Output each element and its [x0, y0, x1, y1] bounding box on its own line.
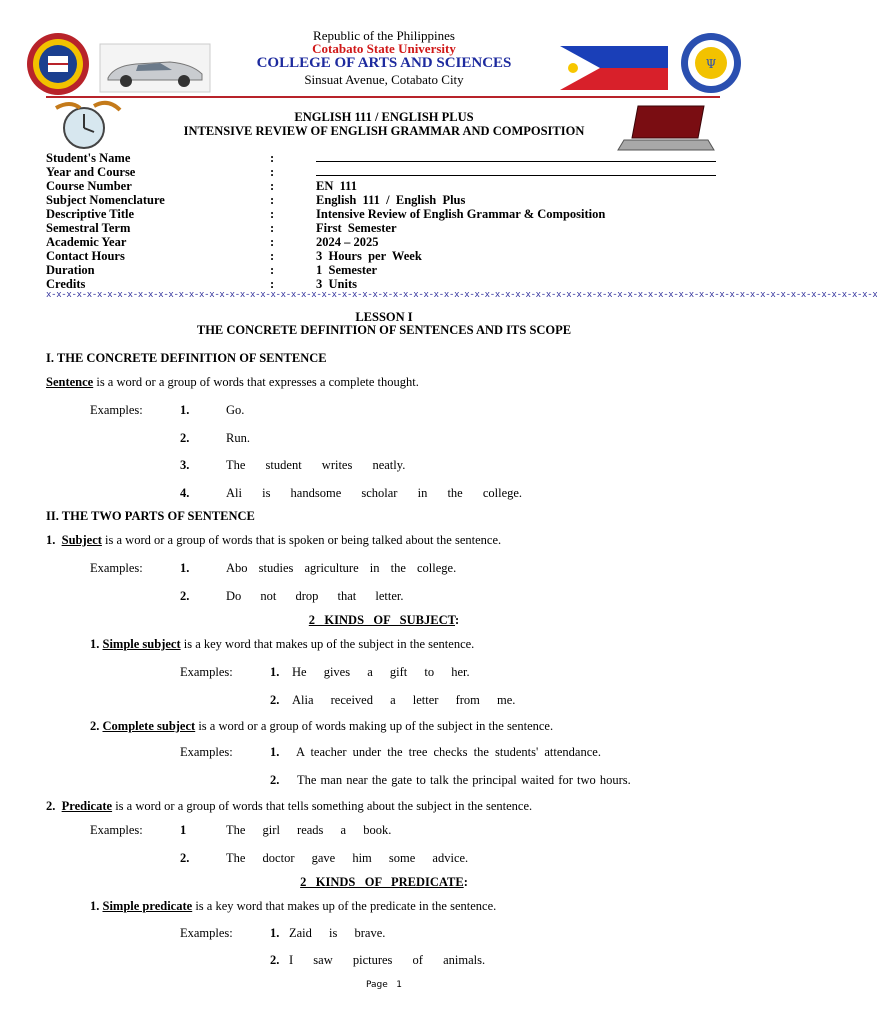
example-text: A teacher under the tree checks the students' attendance. [296, 745, 601, 759]
term-simple-predicate: Simple predicate [102, 899, 193, 913]
kinds-colon: : [463, 875, 468, 889]
info-value: 1 Semester [316, 263, 378, 277]
address-text: Sinsuat Avenue, Cotabato City [304, 72, 464, 87]
term-complete-subject: Complete subject [102, 719, 196, 733]
info-value: 3 Units [316, 277, 357, 291]
definition-text: is a word or a group of words that tells something about the subject in the sentence. [112, 799, 533, 813]
example-text: Zaid is brave. [289, 926, 386, 940]
info-row-nomenclature [46, 193, 726, 207]
definition-text: is a word or a group of words that is spoken or being talked about the sentence. [101, 533, 502, 547]
example-text: The doctor gave him some advice. [226, 851, 469, 865]
examples-label: Examples: [180, 926, 233, 940]
info-colon: : [270, 249, 275, 263]
example-number: 2. [180, 851, 190, 865]
info-row-credits [46, 277, 726, 291]
example-text: Abo studies agriculture in the college. [226, 561, 457, 575]
example-number: 1. [270, 745, 280, 759]
section-1-heading: I. THE CONCRETE DEFINITION OF SENTENCE [46, 351, 327, 365]
svg-text:Ψ: Ψ [705, 57, 717, 71]
example-text: The student writes neatly. [226, 458, 406, 472]
example-number: 2. [180, 431, 190, 445]
college-name: COLLEGE OF ARTS AND SCIENCES [256, 55, 512, 71]
examples-label: Examples: [180, 665, 233, 679]
example-text: Ali is handsome scholar in the college. [226, 486, 523, 500]
info-row-year-course [46, 165, 726, 179]
blank-line [316, 161, 716, 162]
info-label: Descriptive Title [46, 207, 135, 221]
kinds-heading-text: 2 KINDS OF SUBJECT [308, 613, 456, 627]
sentence-definition [46, 375, 419, 390]
term-simple-subject: Simple subject [102, 637, 181, 651]
info-value: English 111 / English Plus [316, 193, 466, 207]
example-number: 4. [180, 486, 190, 500]
university-name: Cotabato State University [312, 41, 456, 56]
definition-text: is a word or a group of words that expresses a complete thought. [93, 375, 419, 389]
info-value: 2024 – 2025 [316, 235, 379, 249]
example-number: 2. [270, 773, 280, 787]
definition-text: is a key word that makes up of the subject in the sentence. [180, 637, 475, 651]
info-value: 3 Hours per Week [316, 249, 422, 263]
separator-line: x-x-x-x-x-x-x-x-x-x-x-x-x-x-x-x-x-x-x-x-x-x-x-x-x-x-x-x-x-x-x-x-x-x-x-x-x-x-x-x-x-x-x-x-x-x-x-x-x-x-x-x-x-x-x-x-x-x-x-x-x-x-x-x-x-x-x-x-x-x-x-x-x-x-x-x-x-x-x-x-x-x [46, 290, 877, 300]
examples-label: Examples: [90, 403, 143, 417]
info-colon: : [270, 221, 275, 235]
example-text: I saw pictures of animals. [289, 953, 486, 967]
definition-text: is a word or a group of words making up of the subject in the sentence. [195, 719, 554, 733]
example-number: 1. [270, 926, 280, 940]
subject-definition [46, 533, 501, 548]
info-colon: : [270, 235, 275, 249]
course-title-line-1: ENGLISH 111 / ENGLISH PLUS [294, 110, 474, 124]
item-number: 1. [90, 899, 100, 913]
header-divider [46, 96, 720, 98]
kinds-colon: : [455, 613, 460, 627]
examples-label: Examples: [90, 561, 143, 575]
info-row-contact-hours [46, 249, 726, 263]
info-value: EN 111 [316, 179, 357, 193]
complete-subject-definition [90, 719, 553, 734]
example-text: He gives a gift to her. [292, 665, 470, 679]
info-colon: : [270, 179, 275, 193]
info-label: Duration [46, 263, 95, 277]
predicate-definition [46, 799, 532, 814]
course-title-line-2: INTENSIVE REVIEW OF ENGLISH GRAMMAR AND COMPOSITION [183, 124, 585, 138]
info-value: First Semester [316, 221, 397, 235]
republic-text: Republic of the Philippines [313, 28, 455, 43]
info-row-semestral-term [46, 221, 726, 235]
item-number: 1. [90, 637, 100, 651]
info-colon: : [270, 263, 275, 277]
info-label: Contact Hours [46, 249, 125, 263]
simple-predicate-definition [90, 899, 496, 914]
section-2-heading: II. THE TWO PARTS OF SENTENCE [46, 509, 255, 523]
examples-label: Examples: [180, 745, 233, 759]
item-number: 1. [46, 533, 56, 547]
lesson-title: THE CONCRETE DEFINITION OF SENTENCES AND ITS SCOPE [196, 323, 572, 337]
example-text: Go. [226, 403, 245, 417]
example-number: 2. [180, 589, 190, 603]
info-label: Year and Course [46, 165, 136, 179]
info-label: Academic Year [46, 235, 127, 249]
info-row-student-name [46, 151, 726, 165]
example-text: The man near the gate to talk the principal waited for two hours. [297, 773, 631, 787]
examples-label: Examples: [90, 823, 143, 837]
page-number: Page 1 [365, 980, 403, 990]
info-row-duration [46, 263, 726, 277]
item-number: 2. [46, 799, 56, 813]
info-label: Student's Name [46, 151, 131, 165]
blank-line [316, 175, 716, 176]
info-label: Semestral Term [46, 221, 131, 235]
item-number: 2. [90, 719, 100, 733]
example-number: 1. [270, 665, 280, 679]
simple-subject-definition [90, 637, 474, 652]
example-text: Run. [226, 431, 250, 445]
definition-text: is a key word that makes up of the predicate in the sentence. [192, 899, 497, 913]
term-subject: Subject [61, 533, 102, 547]
lesson-number: LESSON I [355, 310, 413, 324]
example-number: 2. [270, 953, 280, 967]
info-label: Course Number [46, 179, 132, 193]
kinds-of-subject-heading [0, 613, 768, 628]
term-predicate: Predicate [61, 799, 113, 813]
example-number: 3. [180, 458, 190, 472]
info-row-course-number [46, 179, 726, 193]
info-label: Credits [46, 277, 86, 291]
example-text: Do not drop that letter. [226, 589, 404, 603]
info-row-academic-year [46, 235, 726, 249]
example-text: The girl reads a book. [226, 823, 392, 837]
example-number: 1. [180, 561, 190, 575]
info-colon: : [270, 165, 275, 179]
example-text: Alia received a letter from me. [292, 693, 516, 707]
kinds-heading-text: 2 KINDS OF PREDICATE [300, 875, 464, 889]
info-label: Subject Nomenclature [46, 193, 165, 207]
kinds-of-predicate-heading [0, 875, 768, 890]
example-number: 1. [180, 403, 190, 417]
info-row-descriptive-title [46, 207, 726, 221]
info-colon: : [270, 151, 275, 165]
info-colon: : [270, 207, 275, 221]
info-colon: : [270, 277, 275, 291]
example-number: 2. [270, 693, 280, 707]
term-sentence: Sentence [46, 375, 94, 389]
example-number: 1 [180, 823, 187, 837]
info-colon: : [270, 193, 275, 207]
info-value: Intensive Review of English Grammar & Composition [316, 207, 606, 221]
